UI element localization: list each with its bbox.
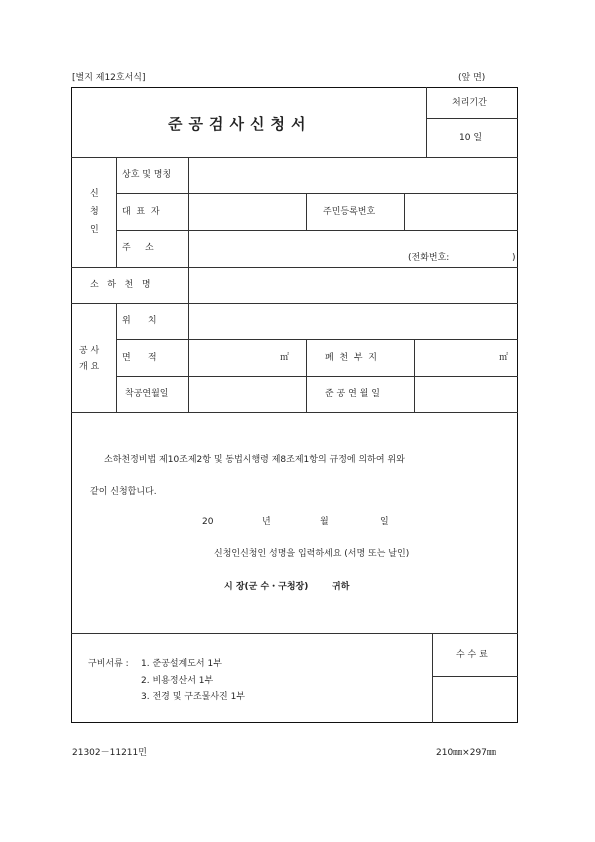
form-title: 준공검사신청서 [168, 115, 312, 133]
abolished-land-unit: ㎡ [499, 353, 509, 363]
processing-period-value: 10 일 [459, 133, 483, 143]
date-year-unit: 년 [262, 517, 271, 527]
applicant-group-label-1: 신 [90, 189, 99, 199]
attachment-item: 1. 준공설계도서 1부 [141, 659, 222, 669]
applicant-signature[interactable]: 신청인신청인 성명을 입력하세요 (서명 또는 날인) [214, 549, 410, 559]
overview-group-label-1: 공 사 [79, 346, 100, 356]
address-field[interactable] [189, 231, 517, 266]
resident-id-label: 주민등록번호 [323, 207, 376, 217]
address-label: 주 소 [122, 243, 154, 253]
divider [116, 157, 117, 267]
divider [426, 118, 518, 119]
fee-field[interactable] [433, 677, 517, 722]
applicant-group-label-2: 청 [90, 207, 99, 217]
recipient-suffix: 귀하 [332, 582, 350, 592]
representative-field[interactable] [189, 194, 305, 229]
applicant-group-label-3: 인 [90, 225, 99, 235]
area-unit: ㎡ [280, 353, 290, 363]
application-statement-line-2: 같이 신청합니다. [90, 487, 157, 497]
attachments-label: 구비서류 : [88, 659, 129, 669]
area-label: 면 적 [122, 353, 157, 363]
attachment-item: 2. 비용정산서 1부 [141, 676, 214, 686]
form-code: 21302－11211민 [72, 748, 147, 758]
stream-name-field[interactable] [189, 268, 517, 302]
phone-close: ) [512, 253, 516, 263]
recipient-title: 시 장(군 수・구청장) [224, 582, 309, 592]
divider [71, 633, 518, 634]
date-day-unit: 일 [380, 517, 389, 527]
location-field[interactable] [189, 304, 517, 338]
divider [116, 303, 117, 412]
application-statement-line-1: 소하천정비법 제10조제2항 및 동법시행령 제8조제1항의 규정에 의하여 위와 [104, 455, 405, 465]
overview-group-label-2: 개 요 [79, 362, 100, 372]
page-side-label: (앞 면) [458, 73, 486, 83]
attachment-item: 3. 전경 및 구조물사진 1부 [141, 692, 246, 702]
paper-size: 210㎜×297㎜ [436, 748, 496, 758]
stream-name-label: 소 하 천 명 [90, 280, 151, 290]
abolished-land-label: 폐 천 부 지 [325, 353, 377, 363]
divider [306, 339, 307, 412]
company-name-field[interactable] [189, 158, 517, 192]
representative-label: 대 표 자 [122, 207, 160, 217]
date-year: 20 [202, 517, 214, 527]
resident-id-field[interactable] [405, 194, 517, 229]
completion-date-field[interactable] [415, 377, 517, 411]
location-label: 위 치 [122, 316, 157, 326]
processing-period-label: 처리기간 [452, 98, 487, 108]
form-number: [별지 제12호서식] [72, 73, 146, 83]
company-name-label: 상호 및 명칭 [122, 170, 172, 180]
phone-label: (전화번호: [408, 253, 450, 263]
fee-label: 수 수 료 [456, 650, 488, 660]
start-date-field[interactable] [189, 377, 305, 411]
date-month-unit: 월 [320, 517, 329, 527]
start-date-label: 착공연월일 [125, 389, 169, 399]
divider [426, 87, 427, 157]
divider [71, 412, 518, 413]
divider [306, 193, 307, 230]
completion-date-label: 준 공 연 월 일 [325, 389, 380, 399]
